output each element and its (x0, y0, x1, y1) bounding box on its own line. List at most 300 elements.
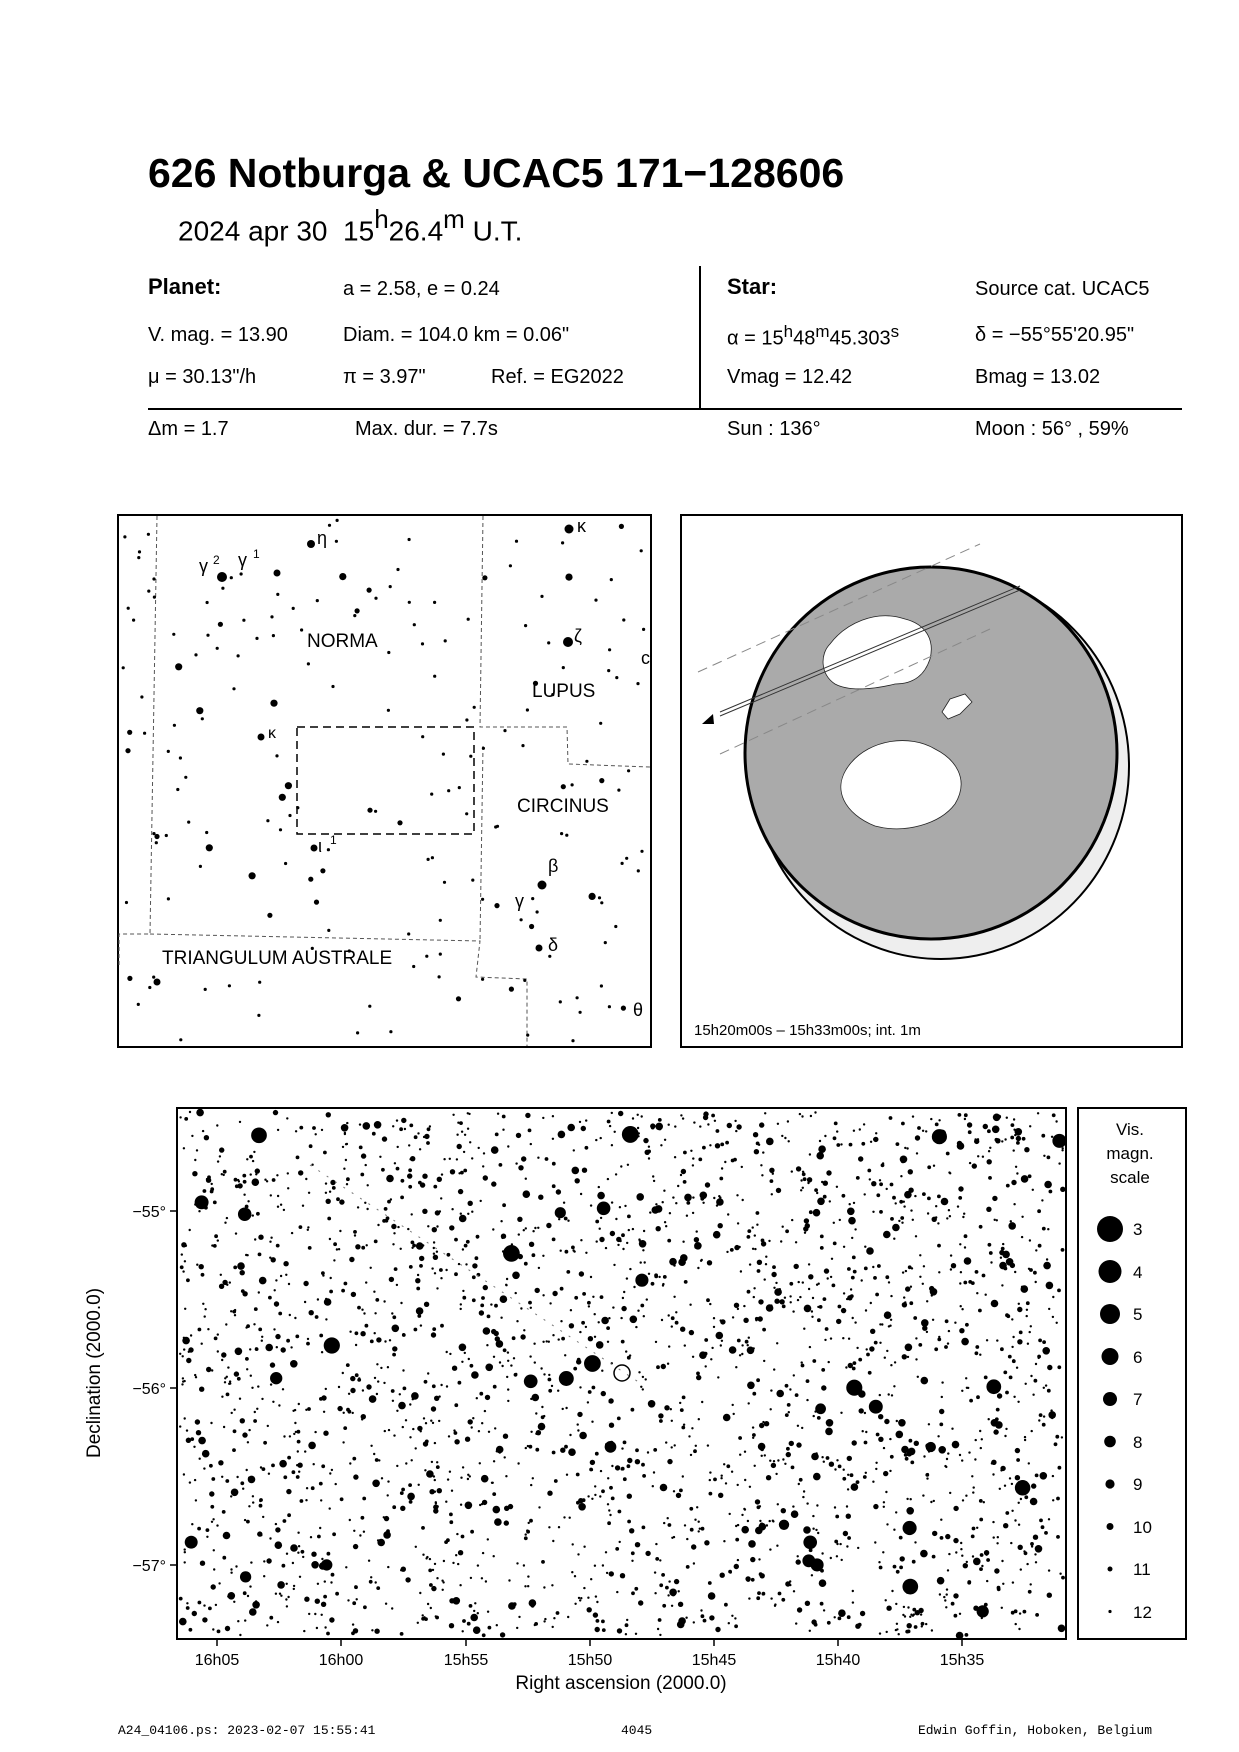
chart-star (900, 1175, 902, 1177)
chart-star (480, 1304, 484, 1308)
chart-star (281, 1347, 286, 1352)
chart-star (870, 1141, 872, 1143)
chart-star (811, 1574, 813, 1576)
chart-star (588, 1336, 593, 1341)
chart-star (611, 1144, 613, 1146)
chart-star (376, 1586, 380, 1590)
chart-star (283, 1261, 288, 1266)
chart-star (890, 1217, 894, 1221)
chart-star (912, 1560, 916, 1564)
chart-star (607, 1120, 611, 1124)
chart-star (314, 1613, 316, 1615)
constellation-star (335, 540, 338, 543)
chart-star (978, 1309, 982, 1313)
chart-star (920, 1613, 922, 1615)
chart-star (288, 1283, 290, 1285)
chart-star (737, 1222, 739, 1224)
chart-star (206, 1536, 208, 1538)
chart-star (635, 1633, 637, 1635)
chart-star (431, 1586, 436, 1591)
legend-mag-label: 6 (1133, 1348, 1143, 1367)
chart-star (256, 1408, 258, 1410)
chart-star (349, 1519, 351, 1521)
constellation-star (308, 877, 313, 882)
chart-star (386, 1529, 390, 1533)
chart-star (351, 1292, 356, 1297)
chart-star (375, 1458, 379, 1462)
chart-star (363, 1312, 365, 1314)
chart-star (729, 1346, 737, 1354)
chart-star (864, 1246, 866, 1248)
chart-star (339, 1230, 341, 1232)
chart-star (965, 1377, 967, 1379)
ra-m-unit: m (815, 322, 830, 341)
chart-star (386, 1175, 394, 1183)
chart-star (812, 1297, 814, 1299)
chart-star (212, 1518, 214, 1520)
chart-star (826, 1419, 834, 1427)
chart-star (1058, 1625, 1066, 1633)
chart-star (356, 1598, 358, 1600)
chart-star (353, 1230, 357, 1234)
chart-star (820, 1246, 824, 1250)
chart-star (623, 1477, 627, 1481)
chart-star (274, 1289, 276, 1291)
chart-star (841, 1308, 846, 1313)
chart-star (1020, 1568, 1022, 1570)
chart-star (968, 1451, 970, 1453)
chart-star (459, 1215, 467, 1223)
chart-star (483, 1327, 491, 1335)
chart-star (902, 1579, 918, 1595)
chart-star (486, 1344, 488, 1346)
legend-dot (1105, 1479, 1114, 1488)
chart-star (847, 1267, 851, 1271)
chart-star (195, 1376, 197, 1378)
chart-star (232, 1448, 236, 1452)
chart-star (679, 1489, 683, 1493)
chart-star (229, 1382, 231, 1384)
chart-star (781, 1598, 785, 1602)
chart-star (242, 1174, 246, 1178)
chart-star (890, 1295, 892, 1297)
chart-star (608, 1317, 610, 1319)
chart-star (823, 1195, 827, 1199)
chart-star (696, 1372, 700, 1376)
chart-star (1009, 1477, 1011, 1479)
chart-star (409, 1495, 413, 1499)
chart-star (835, 1515, 839, 1519)
chart-star (692, 1164, 694, 1166)
chart-star (574, 1575, 576, 1577)
chart-star (779, 1288, 781, 1290)
chart-star (1006, 1184, 1010, 1188)
label-circinus: CIRCINUS (517, 796, 609, 817)
chart-star (504, 1520, 509, 1525)
chart-star (965, 1495, 967, 1497)
chart-star (975, 1345, 979, 1349)
chart-star (355, 1244, 360, 1249)
chart-star (1016, 1458, 1020, 1462)
chart-star (242, 1271, 244, 1273)
chart-star (965, 1633, 969, 1637)
chart-star (686, 1215, 688, 1217)
chart-star (814, 1188, 818, 1192)
chart-star (202, 1450, 210, 1458)
chart-star (525, 1447, 527, 1449)
chart-star (851, 1276, 855, 1280)
chart-star (862, 1430, 864, 1432)
chart-star (784, 1137, 786, 1139)
chart-star (710, 1358, 712, 1360)
chart-star (303, 1630, 305, 1632)
chart-star (680, 1327, 685, 1332)
chart-star (719, 1196, 721, 1198)
chart-star (382, 1219, 386, 1223)
constellation-star (614, 925, 617, 928)
chart-star (1052, 1316, 1054, 1318)
chart-star (922, 1130, 924, 1132)
chart-star (234, 1178, 238, 1182)
chart-star (721, 1475, 723, 1477)
chart-star (652, 1175, 654, 1177)
constellation-star (353, 614, 356, 617)
chart-star (556, 1189, 561, 1194)
chart-star (937, 1338, 941, 1342)
chart-star (191, 1523, 193, 1525)
chart-star (747, 1235, 751, 1239)
constellation-star (561, 784, 566, 789)
chart-star (362, 1389, 364, 1391)
chart-star (401, 1118, 406, 1123)
chart-star (600, 1295, 604, 1299)
chart-star (495, 1133, 499, 1137)
chart-star (674, 1156, 676, 1158)
chart-star (587, 1301, 591, 1305)
chart-star (427, 1225, 429, 1227)
constellation-star (288, 814, 291, 817)
chart-star (506, 1278, 508, 1280)
chart-star (620, 1165, 622, 1167)
chart-star (252, 1495, 254, 1497)
chart-star (327, 1552, 331, 1556)
chart-star (1029, 1239, 1031, 1241)
chart-star (542, 1255, 544, 1257)
chart-star (429, 1583, 433, 1587)
chart-star (775, 1282, 777, 1284)
chart-star (326, 1199, 331, 1204)
chart-star (237, 1377, 241, 1381)
chart-star (447, 1478, 449, 1480)
legend-mag-label: 5 (1133, 1305, 1143, 1324)
chart-star (930, 1118, 932, 1120)
chart-star (560, 1320, 562, 1322)
chart-star (470, 1577, 472, 1579)
chart-star (419, 1264, 423, 1268)
chart-star (619, 1541, 621, 1543)
chart-star (252, 1160, 254, 1162)
chart-star (390, 1198, 392, 1200)
legend-dot (1100, 1304, 1120, 1324)
chart-star (762, 1592, 766, 1596)
constellation-star (636, 682, 639, 685)
chart-star (494, 1304, 498, 1308)
chart-star (979, 1567, 983, 1571)
chart-star (761, 1239, 765, 1243)
chart-star (321, 1395, 326, 1400)
chart-star (764, 1112, 766, 1114)
chart-star (352, 1623, 354, 1625)
chart-star (208, 1607, 212, 1611)
chart-star (196, 1430, 201, 1435)
chart-star (290, 1346, 292, 1348)
constellation-star (368, 1005, 371, 1008)
chart-star (803, 1226, 808, 1231)
chart-star (694, 1237, 699, 1242)
chart-star (345, 1143, 347, 1145)
chart-star (436, 1577, 438, 1579)
chart-star (683, 1180, 687, 1184)
chart-star (707, 1123, 709, 1125)
chart-star (255, 1173, 257, 1175)
chart-star (380, 1367, 382, 1369)
chart-star (753, 1287, 755, 1289)
chart-star (304, 1301, 306, 1303)
chart-star (772, 1265, 776, 1269)
chart-star (884, 1311, 892, 1319)
chart-star (221, 1359, 223, 1361)
chart-star (1055, 1120, 1057, 1122)
chart-star (387, 1566, 389, 1568)
constellation-star (413, 623, 416, 626)
chart-star (374, 1240, 378, 1244)
chart-star (436, 1461, 438, 1463)
chart-star (222, 1510, 226, 1514)
chart-star (534, 1622, 538, 1626)
y-axis-label: Declination (2000.0) (84, 1287, 105, 1459)
chart-star (708, 1592, 716, 1600)
chart-star (667, 1517, 669, 1519)
chart-star (658, 1118, 662, 1122)
chart-star (826, 1456, 830, 1460)
chart-star (576, 1359, 581, 1364)
chart-star (396, 1410, 398, 1412)
chart-star (655, 1543, 657, 1545)
chart-star (462, 1619, 466, 1623)
chart-star (1011, 1346, 1013, 1348)
chart-star (985, 1294, 987, 1296)
chart-star (638, 1600, 643, 1605)
chart-star (1037, 1209, 1041, 1213)
chart-star (282, 1388, 284, 1390)
chart-star (236, 1476, 238, 1478)
chart-star (275, 1541, 283, 1549)
chart-star (235, 1184, 239, 1188)
chart-star (357, 1378, 361, 1382)
chart-star (621, 1233, 625, 1237)
chart-star (246, 1469, 248, 1471)
chart-star (530, 1431, 532, 1433)
chart-star (400, 1491, 404, 1495)
chart-star (801, 1361, 803, 1363)
chart-star (529, 1355, 531, 1357)
chart-star (1030, 1498, 1038, 1506)
chart-star (392, 1315, 396, 1319)
chart-star (247, 1595, 249, 1597)
chart-star (971, 1535, 975, 1539)
chart-star (742, 1199, 744, 1201)
chart-star (228, 1592, 236, 1600)
chart-star (402, 1369, 404, 1371)
constellation-star (442, 753, 445, 756)
chart-star (630, 1316, 638, 1324)
chart-star (590, 1578, 592, 1580)
chart-star (601, 1370, 603, 1372)
constellation-star (465, 718, 468, 721)
chart-star (788, 1411, 790, 1413)
constellation-star (547, 641, 550, 644)
constellation-star (199, 865, 202, 868)
chart-star (669, 1258, 677, 1266)
chart-star (636, 1543, 640, 1547)
chart-star (1026, 1315, 1028, 1317)
chart-star (543, 1415, 545, 1417)
chart-star (1056, 1322, 1058, 1324)
constellation-star (336, 519, 339, 522)
chart-star (637, 1127, 639, 1129)
chart-star (432, 1384, 436, 1388)
chart-star (560, 1448, 565, 1453)
chart-star (472, 1263, 477, 1268)
chart-star (564, 1217, 568, 1221)
chart-star (287, 1596, 289, 1598)
time-system: U.T. (472, 215, 523, 247)
chart-star (876, 1433, 880, 1437)
constellation-star (482, 575, 487, 580)
chart-star (1043, 1262, 1051, 1270)
chart-star (329, 1617, 334, 1622)
chart-star (451, 1208, 453, 1210)
chart-star (331, 1573, 335, 1577)
constellation-star (152, 976, 155, 979)
chart-star (1030, 1375, 1032, 1377)
chart-star (751, 1578, 755, 1582)
chart-star (1048, 1569, 1050, 1571)
chart-star (542, 1294, 544, 1296)
chart-star (701, 1401, 703, 1403)
chart-star (861, 1279, 863, 1281)
chart-star (613, 1264, 615, 1266)
chart-star (449, 1225, 454, 1230)
chart-star (196, 1109, 204, 1117)
chart-star (355, 1373, 359, 1377)
chart-star (255, 1347, 257, 1349)
chart-star (625, 1623, 629, 1627)
chart-star (906, 1591, 908, 1593)
chart-star (629, 1354, 631, 1356)
chart-star (627, 1458, 632, 1463)
chart-star (946, 1217, 948, 1219)
constellation-star (425, 955, 428, 958)
chart-star (736, 1124, 741, 1129)
chart-star (738, 1436, 742, 1440)
chart-star (459, 1344, 467, 1352)
chart-star (932, 1531, 937, 1536)
chart-star (1014, 1519, 1016, 1521)
chart-star (819, 1140, 821, 1142)
chart-star (330, 1180, 335, 1185)
chart-star (611, 1201, 613, 1203)
chart-star (909, 1616, 911, 1618)
chart-star (951, 1602, 955, 1606)
chart-star (834, 1506, 836, 1508)
chart-star (203, 1189, 207, 1193)
chart-star (905, 1457, 909, 1461)
chart-star (873, 1276, 877, 1280)
chart-star (988, 1243, 992, 1247)
constellation-star (621, 862, 624, 865)
chart-star (896, 1623, 898, 1625)
chart-star (597, 1192, 605, 1200)
chart-star (836, 1459, 838, 1461)
constellation-star (204, 988, 207, 991)
chart-star (277, 1195, 279, 1197)
chart-star (797, 1425, 799, 1427)
chart-star (275, 1523, 277, 1525)
chart-star (326, 1112, 331, 1117)
chart-star (774, 1299, 779, 1304)
chart-star (908, 1169, 913, 1174)
chart-star (874, 1541, 876, 1543)
constellation-star (125, 901, 128, 904)
chart-star (471, 1426, 473, 1428)
chart-star (982, 1274, 986, 1278)
chart-star (662, 1604, 666, 1608)
chart-star (285, 1598, 287, 1600)
chart-star (776, 1545, 778, 1547)
chart-star (285, 1274, 287, 1276)
constellation-star (599, 778, 604, 783)
chart-star (422, 1614, 424, 1616)
chart-star (460, 1477, 462, 1479)
chart-star (266, 1624, 268, 1626)
chart-star (673, 1296, 675, 1298)
chart-star (578, 1597, 580, 1599)
chart-star (605, 1441, 617, 1453)
chart-star (469, 1141, 471, 1143)
constellation-star (469, 755, 472, 758)
chart-star (1045, 1384, 1047, 1386)
chart-star (723, 1414, 731, 1422)
chart-star (303, 1281, 308, 1286)
chart-star (324, 1626, 326, 1628)
chart-star (392, 1346, 397, 1351)
chart-star (622, 1248, 624, 1250)
chart-star (417, 1132, 419, 1134)
chart-star (912, 1219, 914, 1221)
constellation-star (408, 538, 411, 541)
chart-star (548, 1341, 550, 1343)
chart-star (963, 1213, 965, 1215)
chart-star (500, 1220, 502, 1222)
chart-star (839, 1543, 841, 1545)
chart-star (883, 1231, 891, 1239)
chart-star (932, 1555, 936, 1559)
chart-star (639, 1240, 641, 1242)
chart-star (544, 1618, 546, 1620)
chart-star (1001, 1140, 1003, 1142)
chart-star (525, 1227, 527, 1229)
